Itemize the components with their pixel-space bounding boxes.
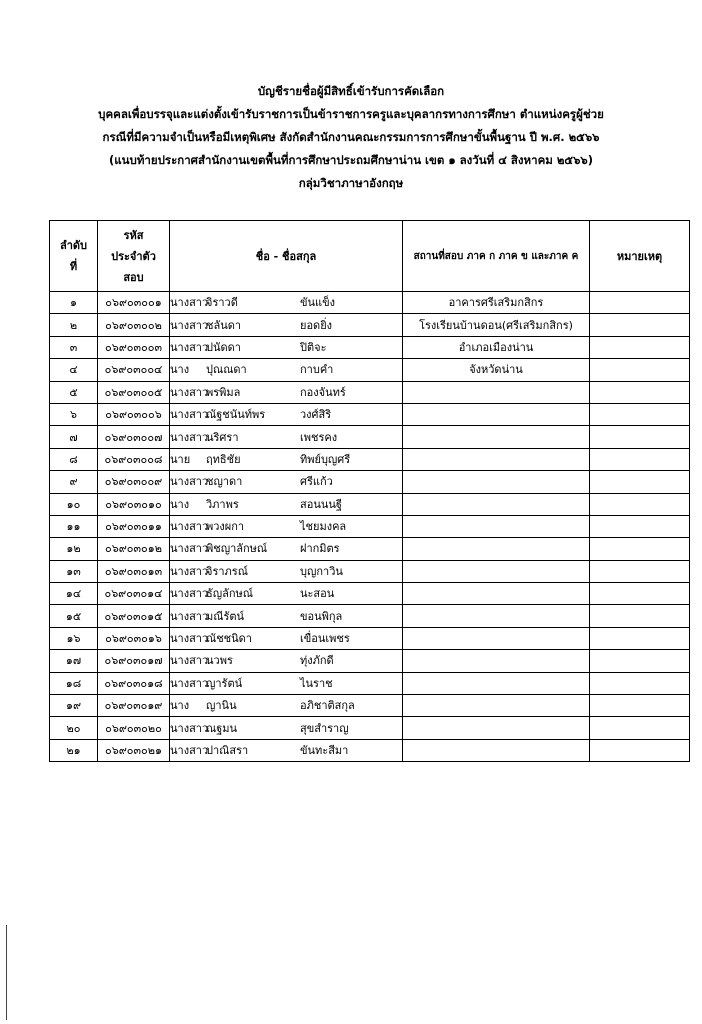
- row-number: ๑๖: [50, 627, 98, 649]
- last-name: ฝากมิตร: [300, 542, 340, 556]
- name-title: นางสาว: [170, 744, 209, 757]
- row-number: ๔: [50, 359, 98, 381]
- last-name: ไชยมงคล: [300, 520, 347, 534]
- candidate-name: [170, 359, 403, 381]
- name-title: นาง: [170, 497, 190, 511]
- remark: [590, 403, 690, 425]
- exam-id: ๐๖๙๐๓๐๐๔: [98, 359, 170, 381]
- name-title: นางสาว: [170, 609, 209, 623]
- exam-id: ๐๖๙๐๓๐๑๒: [98, 538, 170, 560]
- candidate-name: [170, 650, 403, 672]
- col-header-code: รหัส ประจำตัว สอบ: [98, 221, 170, 292]
- name-title: นางสาว: [170, 520, 209, 534]
- last-name: กองจันทร์: [300, 385, 346, 399]
- exam-id: ๐๖๙๐๓๐๑๕: [98, 605, 170, 627]
- row-number: ๑๔: [50, 583, 98, 605]
- last-name: อภิชาติสกุล: [300, 699, 355, 713]
- remark: [590, 448, 690, 470]
- last-name: นะสอน: [300, 587, 335, 601]
- first-name: จิราวดี: [206, 296, 238, 310]
- exam-venue: อำเภอเมืองน่าน: [403, 336, 590, 358]
- table-row: [50, 739, 690, 761]
- remark: [590, 650, 690, 672]
- exam-id: ๐๖๙๐๓๐๐๗: [98, 426, 170, 448]
- col-header-venue: สถานที่สอบ ภาค ก ภาค ข และภาค ค: [403, 221, 590, 292]
- table-row: [50, 403, 690, 425]
- exam-venue: [403, 739, 590, 761]
- table-row: [50, 650, 690, 672]
- remark: [590, 583, 690, 605]
- table-row: [50, 381, 690, 403]
- remark: [590, 471, 690, 493]
- remark: [590, 739, 690, 761]
- last-name: ไนราช: [300, 676, 333, 690]
- first-name: มณีรัตน์: [206, 609, 245, 623]
- name-title: นาย: [170, 452, 191, 466]
- exam-venue: [403, 493, 590, 515]
- candidate-name: [170, 471, 403, 493]
- row-number: ๑๐: [50, 493, 98, 515]
- row-number: ๗: [50, 426, 98, 448]
- candidate-table: [49, 220, 690, 762]
- exam-id: ๐๖๙๐๓๐๐๓: [98, 336, 170, 358]
- last-name: ปิติจะ: [300, 340, 327, 354]
- document-subtitle-1: บุคคลเพื่อบรรจุและแต่งตั้งเข้ารับราชการเป็นข้าราชการครูและบุคลากรทางการศึกษา ตำแหน่งครูผู้ช่วย: [98, 107, 604, 121]
- remark: [590, 359, 690, 381]
- last-name: ศรีแก้ว: [300, 475, 333, 489]
- candidate-name: [170, 336, 403, 358]
- name-title: นางสาว: [170, 564, 209, 578]
- candidate-name: [170, 739, 403, 761]
- candidate-name: [170, 426, 403, 448]
- candidate-name: [170, 605, 403, 627]
- remark: [590, 627, 690, 649]
- last-name: กาบคำ: [300, 363, 334, 377]
- exam-venue: [403, 426, 590, 448]
- remark: [590, 560, 690, 582]
- exam-id: ๐๖๙๐๓๐๐๑: [98, 292, 170, 314]
- last-name: ทิพย์บุญศรี: [300, 452, 351, 466]
- last-name: สอนนนฐี: [300, 497, 342, 511]
- last-name: สุขสำราญ: [300, 721, 349, 735]
- exam-id: ๐๖๙๐๓๐๐๒: [98, 314, 170, 336]
- table-row: [50, 292, 690, 314]
- exam-id: ๐๖๙๐๓๐๑๖: [98, 627, 170, 649]
- candidate-name: [170, 381, 403, 403]
- row-number: ๑๓: [50, 560, 98, 582]
- exam-id: ๐๖๙๐๓๐๑๘: [98, 672, 170, 694]
- name-title: นางสาว: [170, 430, 209, 444]
- exam-id: ๐๖๙๐๓๐๑๐: [98, 493, 170, 515]
- remark: [590, 515, 690, 537]
- table-row: [50, 448, 690, 470]
- last-name: วงศ์สิริ: [300, 408, 332, 422]
- candidate-name: [170, 493, 403, 515]
- remark: [590, 538, 690, 560]
- table-row: [50, 538, 690, 560]
- table-row: [50, 426, 690, 448]
- table-row: [50, 695, 690, 717]
- remark: [590, 605, 690, 627]
- candidate-name: [170, 560, 403, 582]
- last-name: บุญกาวิน: [300, 564, 343, 578]
- exam-venue: [403, 381, 590, 403]
- row-number: ๘: [50, 448, 98, 470]
- row-number: ๑๑: [50, 515, 98, 537]
- document-subtitle-3: (แนบท้ายประกาศสำนักงานเขตพื้นที่การศึกษาประถมศึกษาน่าน เขต ๑ ลงวันที่ ๔ สิงหาคม ๒๕๖๖): [108, 153, 593, 167]
- exam-venue: จังหวัดน่าน: [403, 359, 590, 381]
- exam-id: ๐๖๙๐๓๐๑๑: [98, 515, 170, 537]
- row-number: ๑๒: [50, 538, 98, 560]
- exam-venue: [403, 448, 590, 470]
- table-row: [50, 493, 690, 515]
- first-name: วิภาพร: [206, 497, 239, 511]
- last-name: ยอดยิ่ง: [300, 318, 333, 332]
- first-name: ณฐมน: [206, 721, 238, 735]
- row-number: ๑๕: [50, 605, 98, 627]
- row-number: ๕: [50, 381, 98, 403]
- exam-venue: [403, 515, 590, 537]
- name-title: นางสาว: [170, 408, 209, 422]
- table-row: [50, 359, 690, 381]
- candidate-name: [170, 448, 403, 470]
- first-name: ฤทธิชัย: [206, 452, 241, 466]
- name-title: นางสาว: [170, 654, 209, 668]
- exam-id: ๐๖๙๐๓๐๐๕: [98, 381, 170, 403]
- row-number: ๒๑: [50, 739, 98, 761]
- table-row: [50, 583, 690, 605]
- document-title: บัญชีรายชื่อผู้มีสิทธิ์เข้ารับการคัดเลือก: [257, 84, 445, 98]
- first-name: ณัชชนิดา: [206, 632, 252, 646]
- document-subtitle-2: กรณีที่มีความจำเป็นหรือมีเหตุพิเศษ สังกัดสำนักงานคณะกรรมการการศึกษาขั้นพื้นฐาน ปี พ.ศ. ๒๕๖๖: [102, 130, 600, 144]
- exam-id: ๐๖๙๐๓๐๑๙: [98, 695, 170, 717]
- exam-id: ๐๖๙๐๓๐๒๐: [98, 717, 170, 739]
- remark: [590, 493, 690, 515]
- remark: [590, 717, 690, 739]
- table-row: [50, 336, 690, 358]
- remark: [590, 381, 690, 403]
- last-name: ขันทะสีมา: [300, 744, 349, 757]
- row-number: ๒๐: [50, 717, 98, 739]
- exam-venue: [403, 672, 590, 694]
- exam-venue: [403, 538, 590, 560]
- row-number: ๑๘: [50, 672, 98, 694]
- name-title: นาง: [170, 363, 190, 377]
- exam-id: ๐๖๙๐๓๐๐๘: [98, 448, 170, 470]
- row-number: ๓: [50, 336, 98, 358]
- table-row: [50, 560, 690, 582]
- first-name: นริศรา: [206, 430, 239, 444]
- exam-venue: [403, 471, 590, 493]
- first-name: ชลันดา: [206, 318, 242, 332]
- name-title: นางสาว: [170, 721, 209, 735]
- exam-venue: [403, 403, 590, 425]
- name-title: นาง: [170, 699, 190, 713]
- table-row: [50, 717, 690, 739]
- last-name: เขื่อนเพชร: [300, 632, 350, 646]
- name-title: นางสาว: [170, 385, 209, 399]
- table-row: [50, 314, 690, 336]
- first-name: พรพิมล: [206, 385, 241, 399]
- candidate-name: [170, 292, 403, 314]
- exam-venue: [403, 605, 590, 627]
- first-name: ปาณิสรา: [206, 744, 249, 757]
- row-number: ๒: [50, 314, 98, 336]
- remark: [590, 695, 690, 717]
- table-header-row: [50, 221, 690, 292]
- name-title: นางสาว: [170, 340, 209, 354]
- exam-venue: [403, 650, 590, 672]
- subject-group: กลุ่มวิชาภาษาอังกฤษ: [298, 176, 404, 190]
- first-name: ชญาดา: [206, 475, 243, 489]
- exam-id: ๐๖๙๐๓๐๑๗: [98, 650, 170, 672]
- col-header-remark: หมายเหตุ: [590, 221, 690, 292]
- col-header-no: ลำดับ ที่: [50, 221, 98, 292]
- remark: [590, 336, 690, 358]
- candidate-name: [170, 695, 403, 717]
- exam-id: ๐๖๙๐๓๐๑๓: [98, 560, 170, 582]
- last-name: ขันแข็ง: [300, 296, 336, 310]
- row-number: ๑๗: [50, 650, 98, 672]
- row-number: ๖: [50, 403, 98, 425]
- name-title: นางสาว: [170, 587, 209, 601]
- table-row: [50, 605, 690, 627]
- remark: [590, 426, 690, 448]
- candidate-name: [170, 717, 403, 739]
- first-name: ญานิน: [206, 699, 237, 713]
- candidate-name: [170, 538, 403, 560]
- first-name: พวงผกา: [206, 520, 245, 534]
- exam-venue: [403, 560, 590, 582]
- exam-venue: [403, 583, 590, 605]
- row-number: ๙: [50, 471, 98, 493]
- first-name: นวพร: [206, 654, 233, 668]
- candidate-name: [170, 515, 403, 537]
- first-name: ปนัดดา: [206, 340, 241, 354]
- table-row: [50, 672, 690, 694]
- row-number: ๑: [50, 292, 98, 314]
- document-header: [0, 80, 702, 195]
- candidate-name: [170, 583, 403, 605]
- exam-id: ๐๖๙๐๓๐๐๖: [98, 403, 170, 425]
- candidate-name: [170, 314, 403, 336]
- exam-venue: [403, 695, 590, 717]
- first-name: จิราภรณ์: [206, 564, 248, 578]
- exam-venue: [403, 717, 590, 739]
- first-name: พิชญาลักษณ์: [206, 542, 268, 556]
- exam-venue: โรงเรียนบ้านดอน(ศรีเสริมกสิกร): [403, 314, 590, 336]
- candidate-name: [170, 627, 403, 649]
- first-name: ธัญลักษณ์: [206, 587, 253, 601]
- exam-venue: [403, 627, 590, 649]
- name-title: นางสาว: [170, 676, 209, 690]
- first-name: ญารัตน์: [206, 676, 243, 690]
- remark: [590, 314, 690, 336]
- scan-margin-line: [6, 925, 7, 1020]
- exam-id: ๐๖๙๐๓๐๑๔: [98, 583, 170, 605]
- exam-id: ๐๖๙๐๓๐๐๙: [98, 471, 170, 493]
- exam-venue: อาคารศรีเสริมกสิกร: [403, 292, 590, 314]
- last-name: ขอนพิกุล: [300, 609, 343, 623]
- col-header-name: ชื่อ - ชื่อสกุล: [170, 221, 403, 292]
- candidate-name: [170, 672, 403, 694]
- first-name: ปุณณดา: [206, 363, 247, 377]
- remark: [590, 292, 690, 314]
- table-row: [50, 515, 690, 537]
- name-title: นางสาว: [170, 542, 209, 556]
- last-name: ทุ่งภักดี: [300, 654, 334, 668]
- name-title: นางสาว: [170, 296, 209, 310]
- name-title: นางสาว: [170, 475, 209, 489]
- last-name: เพชรคง: [300, 430, 338, 444]
- remark: [590, 672, 690, 694]
- name-title: นางสาว: [170, 318, 209, 332]
- name-title: นางสาว: [170, 632, 209, 646]
- exam-id: ๐๖๙๐๓๐๒๑: [98, 739, 170, 761]
- table-row: [50, 627, 690, 649]
- table-row: [50, 471, 690, 493]
- candidate-name: [170, 403, 403, 425]
- row-number: ๑๙: [50, 695, 98, 717]
- first-name: ณัฐชนันท์พร: [206, 408, 266, 422]
